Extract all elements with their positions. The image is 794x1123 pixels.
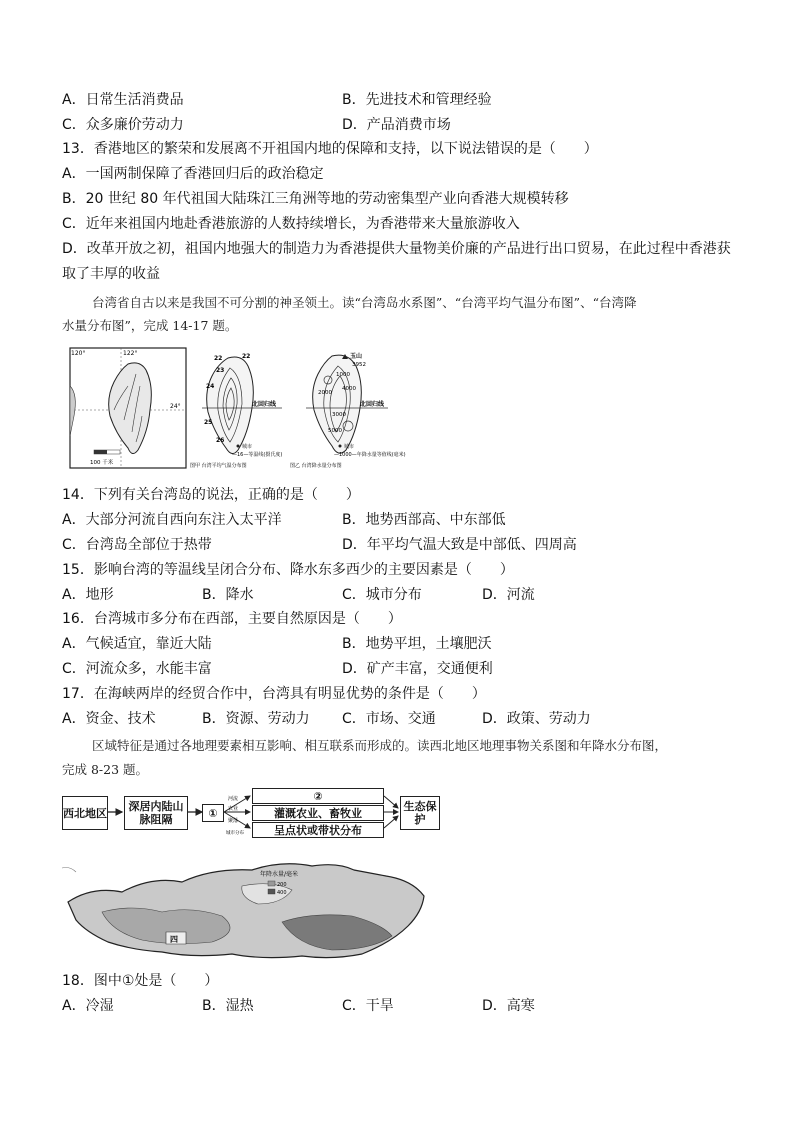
arrow-label-2: 聚落	[228, 818, 239, 824]
box-blank-2: ②	[252, 788, 384, 804]
q17-stem: 17．在海峡两岸的经贸合作中，台湾具有明显优势的条件是（ ）	[62, 686, 486, 702]
map1-scale: 100 千米	[90, 460, 114, 466]
q12-option-a: A．日常生活消费品	[62, 92, 184, 108]
q16-option-d: D．矿产丰富，交通便利	[342, 661, 493, 677]
box-distribution: 呈点状或带状分布	[252, 822, 384, 838]
map3-iso-4: 5000	[328, 428, 342, 434]
northwest-relation-diagram	[62, 788, 440, 838]
intro-northwest-line2: 完成 8-23 题。	[62, 762, 149, 777]
map3-tropic: 北回归线	[360, 401, 385, 408]
map1-lon-right: 122°	[123, 350, 138, 357]
q15-stem: 15．影响台湾的等温线呈闭合分布、降水东多西少的主要因素是（ ）	[62, 562, 514, 578]
q18-option-c: C．干旱	[342, 998, 394, 1014]
q17-option-a: A．资金、技术	[62, 711, 156, 727]
q15-option-a: A．地形	[62, 587, 114, 603]
map2-caption: 图甲 台湾平均气温分布图	[190, 463, 247, 469]
taiwan-water-system-map	[70, 348, 186, 468]
map1-lat: 24°	[170, 403, 181, 410]
map2-iso-3: 24	[206, 383, 215, 390]
map3-peak: 玉山	[350, 353, 363, 360]
legend-item-1: 400	[277, 890, 287, 896]
taiwan-temperature-map	[188, 348, 284, 469]
map3-iso-1: 2000	[318, 390, 332, 396]
q13-stem: 13．香港地区的繁荣和发展离不开祖国内地的保障和支持，以下说法错误的是（ ）	[62, 141, 598, 157]
box-ecological-protection: 生态保护	[400, 796, 440, 830]
q18-option-a: A．冷湿	[62, 998, 114, 1014]
map3-legend-city: 城市	[344, 444, 355, 450]
map2-legend-iso: —16—等温线(摄氏度)	[232, 452, 283, 458]
q17-option-b: B．资源、劳动力	[202, 711, 310, 727]
q13-option-b: B．20 世纪 80 年代祖国大陆珠江三角洲等地的劳动密集型产业向香港大规模转移	[62, 191, 569, 207]
q16-option-b: B．地势平坦，土壤肥沃	[342, 636, 492, 652]
map2-iso-4: 25	[204, 419, 213, 426]
q12-option-c: C．众多廉价劳动力	[62, 117, 184, 133]
arrow-label-1: 农业	[228, 806, 239, 812]
q17-option-d: D．政策、劳动力	[482, 711, 591, 727]
intro-northwest-line1: 区域特征是通过各地理要素相互影响、相互联系而形成的。读西北地区地理事物关系图和年降水分布图，	[92, 738, 668, 753]
q12-option-d: D．产品消费市场	[342, 117, 451, 133]
map3-iso-2: 3000	[332, 412, 346, 418]
q14-option-a: A．大部分河流自西向东注入太平洋	[62, 512, 282, 528]
legend-item-0: 200	[277, 882, 287, 888]
map2-iso-0: 22	[214, 355, 223, 362]
map3-legend-iso: —1000—年降水量等值线(毫米)	[334, 452, 406, 458]
box-blank-1: ①	[202, 804, 224, 822]
map2-legend-city: 城市	[242, 444, 253, 450]
map-region-label: 四	[170, 935, 178, 944]
box-northwest-region: 西北地区	[62, 796, 108, 830]
q13-option-c: C．近年来祖国内地赴香港旅游的人数持续增长，为香港带来大量旅游收入	[62, 216, 520, 232]
map3-iso-0: 1000	[336, 372, 350, 378]
map3-iso-3: 4000	[342, 386, 356, 392]
taiwan-maps-figure	[66, 346, 406, 472]
box-agriculture: 灌溉农业、畜牧业	[252, 805, 384, 821]
q13-option-a: A．一国两制保障了香港回归后的政治稳定	[62, 166, 324, 182]
map1-lon-left: 120°	[71, 350, 86, 357]
q12-option-b: B．先进技术和管理经验	[342, 92, 492, 108]
q14-option-d: D．年平均气温大致是中部低、四周高	[342, 537, 577, 553]
q13-option-d: D．改革开放之初，祖国内地强大的制造力为香港提供大量物美价廉的产品进行出口贸易，在此过程中香港获	[62, 241, 731, 257]
arrow-label-3: 城市分布	[226, 831, 244, 836]
q15-option-c: C．城市分布	[342, 587, 422, 603]
q18-option-d: D．高寒	[482, 998, 535, 1014]
taiwan-precipitation-map	[288, 348, 406, 469]
intro-taiwan-line2: 水量分布图”，完成 14-17 题。	[62, 318, 238, 333]
map2-tropic: 北回归线	[252, 401, 277, 408]
q16-option-a: A．气候适宜，靠近大陆	[62, 636, 212, 652]
q14-option-b: B．地势西部高、中东部低	[342, 512, 506, 528]
q18-stem: 18．图中①处是（ ）	[62, 973, 219, 989]
map3-caption: 图乙 台湾降水量分布图	[290, 463, 342, 469]
box-inland-mountains: 深居内陆山脉阻隔	[124, 796, 188, 830]
q16-stem: 16．台湾城市多分布在西部，主要自然原因是（ ）	[62, 611, 402, 627]
arrow-label-0: 河流	[228, 796, 239, 802]
legend-title: 年降水量/毫米	[260, 871, 299, 878]
q18-option-b: B．湿热	[202, 998, 254, 1014]
q14-option-c: C．台湾岛全部位于热带	[62, 537, 212, 553]
q13-option-d-cont: 取了丰厚的收益	[62, 266, 160, 282]
q15-option-d: D．河流	[482, 587, 535, 603]
map2-iso-2: 23	[216, 367, 225, 374]
q16-option-c: C．河流众多，水能丰富	[62, 661, 212, 677]
q17-option-c: C．市场、交通	[342, 711, 436, 727]
map2-iso-5: 26	[216, 437, 225, 444]
northwest-precipitation-map	[62, 846, 430, 964]
q14-stem: 14．下列有关台湾岛的说法，正确的是（ ）	[62, 487, 360, 503]
map3-peak-height: 3952	[352, 362, 366, 368]
q15-option-b: B．降水	[202, 587, 254, 603]
intro-taiwan-line1: 台湾省自古以来是我国不可分割的神圣领土。读“台湾岛水系图”、“台湾平均气温分布图”、“台湾降	[92, 295, 637, 310]
map2-iso-1: 22	[242, 353, 251, 360]
